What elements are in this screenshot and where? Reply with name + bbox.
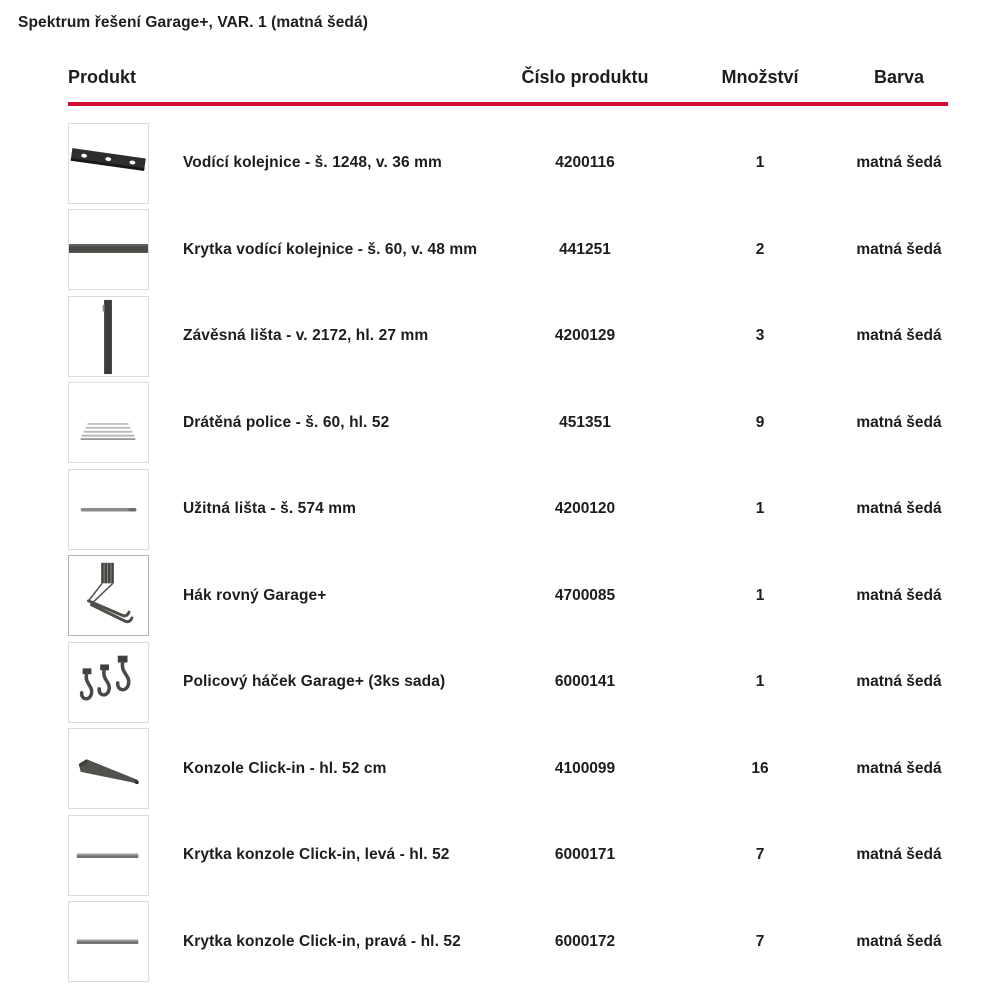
table-row	[68, 293, 948, 380]
table-row	[68, 726, 948, 813]
product-thumbnail	[68, 642, 149, 723]
guide-rail-cover-image	[69, 210, 148, 289]
product-quantity: 3	[755, 327, 765, 345]
product-color: matná šedá	[856, 586, 942, 604]
product-color: matná šedá	[856, 413, 942, 431]
column-header-cislo-produktu: Číslo produktu	[521, 67, 649, 87]
product-number: 441251	[559, 240, 611, 258]
product-number: 4100099	[554, 759, 616, 777]
product-name: Policový háček Garage+ (3ks sada)	[183, 673, 446, 691]
product-name: Vodící kolejnice - š. 1248, v. 36 mm	[183, 154, 442, 172]
product-number: 4200129	[554, 327, 616, 345]
table-row	[68, 639, 948, 726]
product-quantity: 1	[755, 673, 765, 691]
table-row	[68, 899, 948, 986]
table-header-row	[68, 64, 948, 106]
product-name: Krytka konzole Click-in, pravá - hl. 52	[183, 932, 461, 950]
shelf-hooks-set-image	[69, 643, 148, 722]
column-header-mnozstvi: Množství	[721, 67, 799, 87]
product-quantity: 1	[755, 154, 765, 172]
table-row	[68, 553, 948, 640]
hanging-bar-image	[69, 297, 148, 376]
product-quantity: 9	[755, 413, 765, 431]
product-quantity: 16	[751, 759, 769, 777]
bracket-cover-left-image	[69, 816, 148, 895]
table-row	[68, 207, 948, 294]
table-body	[68, 120, 948, 985]
product-color: matná šedá	[856, 759, 942, 777]
product-color: matná šedá	[856, 240, 942, 258]
product-quantity: 1	[755, 500, 765, 518]
table-row	[68, 380, 948, 467]
product-name: Krytka konzole Click-in, levá - hl. 52	[183, 846, 450, 864]
product-quantity: 2	[755, 240, 765, 258]
product-thumbnail	[68, 209, 149, 290]
product-name: Závěsná lišta - v. 2172, hl. 27 mm	[183, 327, 429, 345]
table-row	[68, 812, 948, 899]
straight-hook-image	[69, 556, 148, 635]
product-thumbnail	[68, 555, 149, 636]
page-title: Spektrum řešení Garage+, VAR. 1 (matná šedá)	[18, 14, 368, 31]
product-thumbnail	[68, 382, 149, 463]
product-name: Konzole Click-in - hl. 52 cm	[183, 759, 387, 777]
product-color: matná šedá	[856, 846, 942, 864]
product-thumbnail	[68, 815, 149, 896]
product-quantity: 7	[755, 846, 765, 864]
product-color: matná šedá	[856, 673, 942, 691]
product-number: 6000171	[554, 846, 616, 864]
table-row	[68, 466, 948, 553]
product-quantity: 7	[755, 932, 765, 950]
product-color: matná šedá	[856, 154, 942, 172]
product-thumbnail	[68, 296, 149, 377]
product-number: 451351	[559, 413, 611, 431]
table-row	[68, 120, 948, 207]
product-number: 4200120	[554, 500, 616, 518]
column-header-produkt: Produkt	[68, 67, 137, 87]
click-in-bracket-image	[69, 729, 148, 808]
product-color: matná šedá	[856, 327, 942, 345]
product-name: Drátěná police - š. 60, hl. 52	[183, 413, 390, 431]
product-color: matná šedá	[856, 500, 942, 518]
product-name: Krytka vodící kolejnice - š. 60, v. 48 mm	[183, 240, 478, 258]
product-number: 6000172	[554, 932, 616, 950]
product-number: 4200116	[555, 154, 615, 172]
product-thumbnail	[68, 728, 149, 809]
product-thumbnail	[68, 469, 149, 550]
guide-rail-image	[69, 124, 148, 203]
utility-bar-image	[69, 470, 148, 549]
product-thumbnail	[68, 123, 149, 204]
wire-shelf-image	[69, 383, 148, 462]
product-name: Užitná lišta - š. 574 mm	[183, 500, 356, 518]
product-name: Hák rovný Garage+	[183, 586, 327, 604]
bracket-cover-right-image	[69, 902, 148, 981]
parts-table	[68, 64, 948, 985]
product-quantity: 1	[755, 586, 765, 604]
product-thumbnail	[68, 901, 149, 982]
column-header-barva: Barva	[873, 67, 925, 87]
product-number: 6000141	[554, 673, 616, 691]
product-color: matná šedá	[856, 932, 942, 950]
product-number: 4700085	[554, 586, 616, 604]
